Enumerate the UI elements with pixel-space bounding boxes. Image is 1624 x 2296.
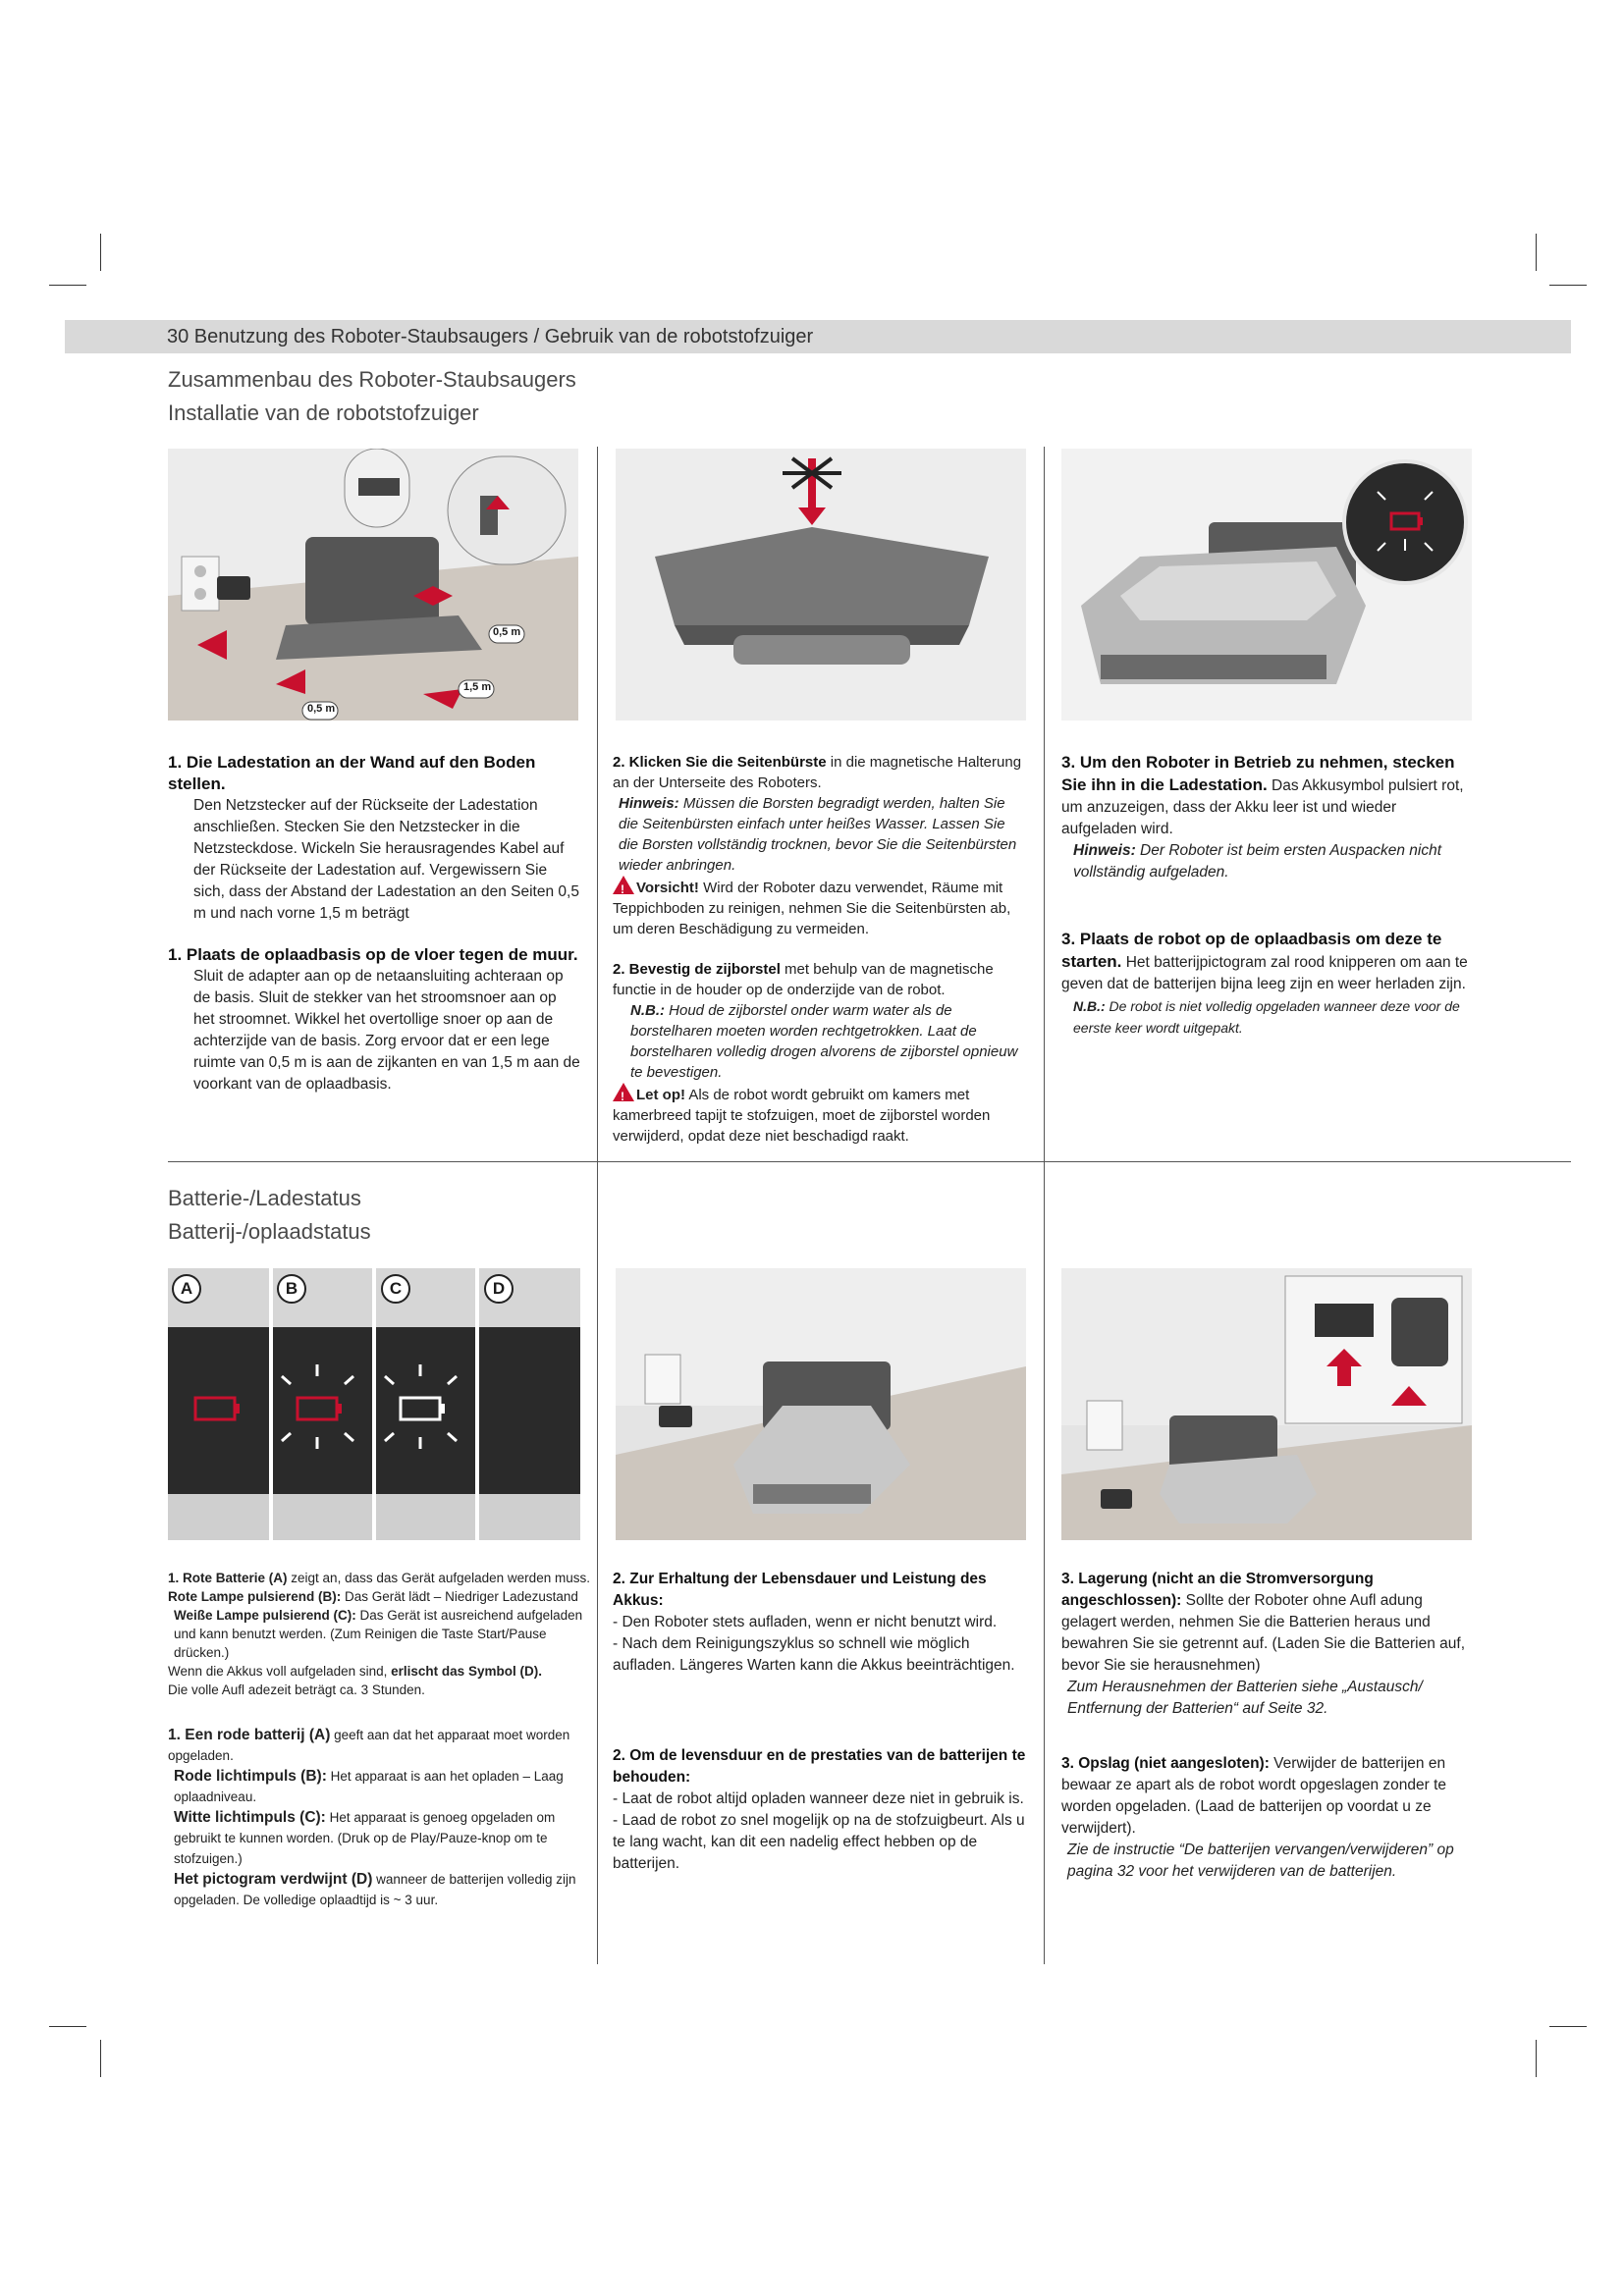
crop-mark: [1536, 2040, 1537, 2077]
step-body: Sollte der Roboter ohne Aufl adung gelagert werden, nehmen Sie die Batterien heraus und bewahren Sie sie getrennt auf. (Laden Sie die Batterien auf, bevor Sie sie herausnehmen): [1061, 1592, 1466, 1674]
status-text: Het apparaat is genoeg opgeladen om gebruikt te kunnen worden. (Druk op de Play/Pauze-knop om te stofzuigen.): [174, 1810, 556, 1866]
crop-mark: [1549, 285, 1587, 286]
status-text: Het apparaat is aan het opladen – Laag oplaadniveau.: [174, 1769, 564, 1804]
status-label: Rote Lampe pulsierend (B):: [168, 1589, 342, 1604]
step-heading: 1. Die Ladestation an der Wand auf den Boden stellen.: [168, 753, 536, 793]
battery-status-col-3: [1061, 1569, 1474, 1883]
robot-on-dock-illustration: [616, 1268, 1026, 1540]
step-heading: 2. Bevestig de zijborstel: [613, 961, 781, 978]
crop-mark: [100, 234, 101, 271]
clearance-label: 0,5 m: [307, 703, 336, 715]
crop-mark: [49, 2026, 86, 2027]
step-body: in die magnetische Halterung an der Unterseite des Roboters.: [613, 754, 1022, 791]
column-divider: [597, 1161, 598, 1964]
assembly-step-1: [168, 752, 580, 1095]
section-title-assembly-nl: Installatie van de robotstofzuiger: [168, 400, 479, 425]
note-text: Der Roboter ist beim ersten Auspacken nicht vollständig aufgeladen.: [1073, 842, 1442, 881]
step-body: Het batterijpictogram zal rood knipperen om aan te geven dat de batterijen bijna leeg zijn en weer herladen zijn.: [1061, 954, 1468, 992]
column-divider: [1044, 1161, 1045, 1964]
battery-status-col-2: [613, 1569, 1027, 1875]
status-text: zeigt an, dass das Gerät aufgeladen werden muss.: [287, 1571, 590, 1585]
note-text: Zie de instructie “De batterijen vervangen/verwijderen” op pagina 32 voor het verwijderen van de batterijen.: [1067, 1842, 1454, 1880]
step-heading: 3. Opslag (niet aangesloten):: [1061, 1755, 1270, 1772]
status-text: geeft aan dat het apparaat moet worden opgeladen.: [168, 1728, 570, 1763]
section-title-battery-de: Batterie-/Ladestatus: [168, 1186, 361, 1210]
column-divider: [597, 447, 598, 1161]
side-brush-attach-illustration: [616, 449, 1026, 721]
warning-label: Let op!: [636, 1087, 685, 1103]
step-heading: 2. Om de levensduur en de prestaties van de batterijen te behouden:: [613, 1747, 1026, 1786]
note-text: Houd de zijborstel onder warm water als de borstelharen moeten worden rechtgetrokken. Laat de borstelharen volledig drogen alvorens de zijborstel opnieuw te bevestigen.: [630, 1002, 1018, 1081]
status-label: 1. Een rode batterij (A): [168, 1727, 331, 1743]
warning-text: Wird der Roboter dazu verwendet, Räume mit Teppichboden zu reinigen, nehmen Sie die Seitenbürsten ab, um deren Beschädigung zu vermeiden.: [613, 880, 1011, 937]
section-title-battery-nl: Batterij-/oplaadstatus: [168, 1219, 371, 1244]
robot-storage-illustration: [1061, 1268, 1472, 1540]
crop-mark: [100, 2040, 101, 2077]
note-text: Müssen die Borsten begradigt werden, halten Sie die Seitenbürsten einfach unter heißes Wasser. Lassen Sie die Borsten vollständig trocknen, bevor Sie die Seitenbürsten wieder anbringen.: [619, 795, 1017, 874]
column-divider: [1044, 447, 1045, 1161]
step-heading: 3. Um den Roboter in Betrieb zu nehmen, stecken Sie ihn in die Ladestation.: [1061, 753, 1455, 794]
step-body: Sluit de adapter aan op de netaansluiting achteraan op de basis. Sluit de stekker van het stroomsnoer aan op het stroomnet. Wikkel het overtollige snoer op aan de achterzijde van de basis. Zorg ervoor dat er een lege ruimte van 0,5 m is aan de zijkanten en van 1,5 m aan de voorkant van de oplaadbasis.: [193, 968, 580, 1093]
assembly-step-3: [1061, 752, 1474, 1039]
note-label: Hinweis:: [1073, 842, 1136, 859]
bullet-item: - Laad de robot zo snel mogelijk op na de stofzuigbeurt. Als u te lang wacht, kan dit een nadelig effect hebben op de batterijen.: [613, 1812, 1025, 1872]
status-label: Het pictogram verdwijnt (D): [174, 1871, 373, 1888]
assembly-step-2: [613, 752, 1027, 1147]
charging-station-placement-illustration: [168, 449, 578, 721]
panel-letter: A: [172, 1274, 201, 1304]
status-text: Die volle Aufl adezeit beträgt ca. 3 Stunden.: [168, 1682, 425, 1697]
section-title-assembly-de: Zusammenbau des Roboter-Staubsaugers: [168, 367, 576, 392]
step-heading: 3. Plaats de robot op de oplaadbasis om deze te starten.: [1061, 930, 1442, 971]
note-text: De robot is niet volledig opgeladen wanneer deze voor de eerste keer wordt uitgepakt.: [1073, 998, 1460, 1036]
step-body: Das Akkusymbol pulsiert rot, um anzuzeigen, dass der Akku leer ist und wieder aufgeladen wird.: [1061, 777, 1464, 837]
warning-text: Als de robot wordt gebruikt om kamers met kamerbreed tapijt te stofzuigen, moet de zijborstel worden verwijderd, opdat deze niet beschadigd raakt.: [613, 1087, 991, 1145]
crop-mark: [49, 285, 86, 286]
page-header: [65, 320, 1571, 353]
warning-icon: [613, 1083, 634, 1101]
bullet-item: - Den Roboter stets aufladen, wenn er nicht benutzt wird.: [613, 1614, 998, 1630]
step-body: met behulp van de magnetische functie in de houder op de onderzijde van de robot.: [613, 961, 994, 998]
crop-mark: [1536, 234, 1537, 271]
step-body: Verwijder de batterijen en bewaar ze apart als de robot wordt opgeslagen zonder te worden opgeladen. (Laad de batterijen op voordat u ze verwijdert).: [1061, 1755, 1447, 1837]
warning-icon: [613, 876, 634, 894]
warning-label: Vorsicht!: [636, 880, 699, 896]
note-label: N.B.:: [630, 1002, 665, 1019]
panel-letter: B: [277, 1274, 306, 1304]
section-divider: [168, 1161, 1571, 1162]
page-header-text: 30 Benutzung des Roboter-Staubsaugers / Gebruik van de robotstofzuiger: [167, 326, 814, 347]
status-text: Das Gerät ist ausreichend aufgeladen und kann benutzt werden. (Zum Reinigen die Taste Start/Pause drücken.): [174, 1608, 583, 1660]
crop-mark: [1549, 2026, 1587, 2027]
step-heading: 2. Zur Erhaltung der Lebensdauer und Leistung des Akkus:: [613, 1571, 987, 1609]
step-heading: 1. Plaats de oplaadbasis op de vloer tegen de muur.: [168, 945, 578, 964]
status-label: 1. Rote Batterie (A): [168, 1571, 288, 1585]
status-text: Das Gerät lädt – Niedriger Ladezustand: [341, 1589, 578, 1604]
clearance-label: 0,5 m: [493, 626, 521, 638]
battery-status-col-1: [168, 1569, 596, 1910]
battery-status-panels: [168, 1268, 580, 1540]
step-heading: 2. Klicken Sie die Seitenbürste: [613, 754, 827, 771]
status-label: erlischt das Symbol (D).: [391, 1664, 542, 1679]
note-text: Zum Herausnehmen der Batterien siehe „Austausch/ Entfernung der Batterien“ auf Seite 32.: [1067, 1679, 1423, 1717]
note-label: Hinweis:: [619, 795, 679, 812]
status-label: Witte lichtimpuls (C):: [174, 1809, 326, 1826]
panel-letter: C: [381, 1274, 410, 1304]
clearance-label: 1,5 m: [463, 681, 492, 693]
status-text: Wenn die Akkus voll aufgeladen sind,: [168, 1664, 392, 1679]
bullet-item: - Nach dem Reinigungszyklus so schnell wie möglich aufladen. Längeres Warten kann die Akkus beeinträchtigen.: [613, 1635, 1015, 1674]
step-body: Den Netzstecker auf der Rückseite der Ladestation anschließen. Stecken Sie den Netzstecker in die Netzsteckdose. Wickeln Sie herausragendes Kabel auf der Rückseite der Ladestation auf. Vergewissern Sie sich, dass der Abstand der Ladestation an den Seiten 0,5 m und nach vorne 1,5 m beträgt: [193, 797, 579, 922]
status-text: wanneer de batterijen volledig zijn opgeladen. De volledige oplaadtijd is ~ 3 uur.: [174, 1872, 576, 1907]
note-label: N.B.:: [1073, 998, 1106, 1014]
step-heading: 3. Lagerung (nicht an die Stromversorgung angeschlossen):: [1061, 1571, 1374, 1609]
status-label: Weiße Lampe pulsierend (C):: [174, 1608, 356, 1623]
robot-docking-illustration: [1061, 449, 1472, 721]
status-label: Rode lichtimpuls (B):: [174, 1768, 327, 1785]
panel-letter: D: [484, 1274, 514, 1304]
bullet-item: - Laat de robot altijd opladen wanneer deze niet in gebruik is.: [613, 1790, 1024, 1807]
